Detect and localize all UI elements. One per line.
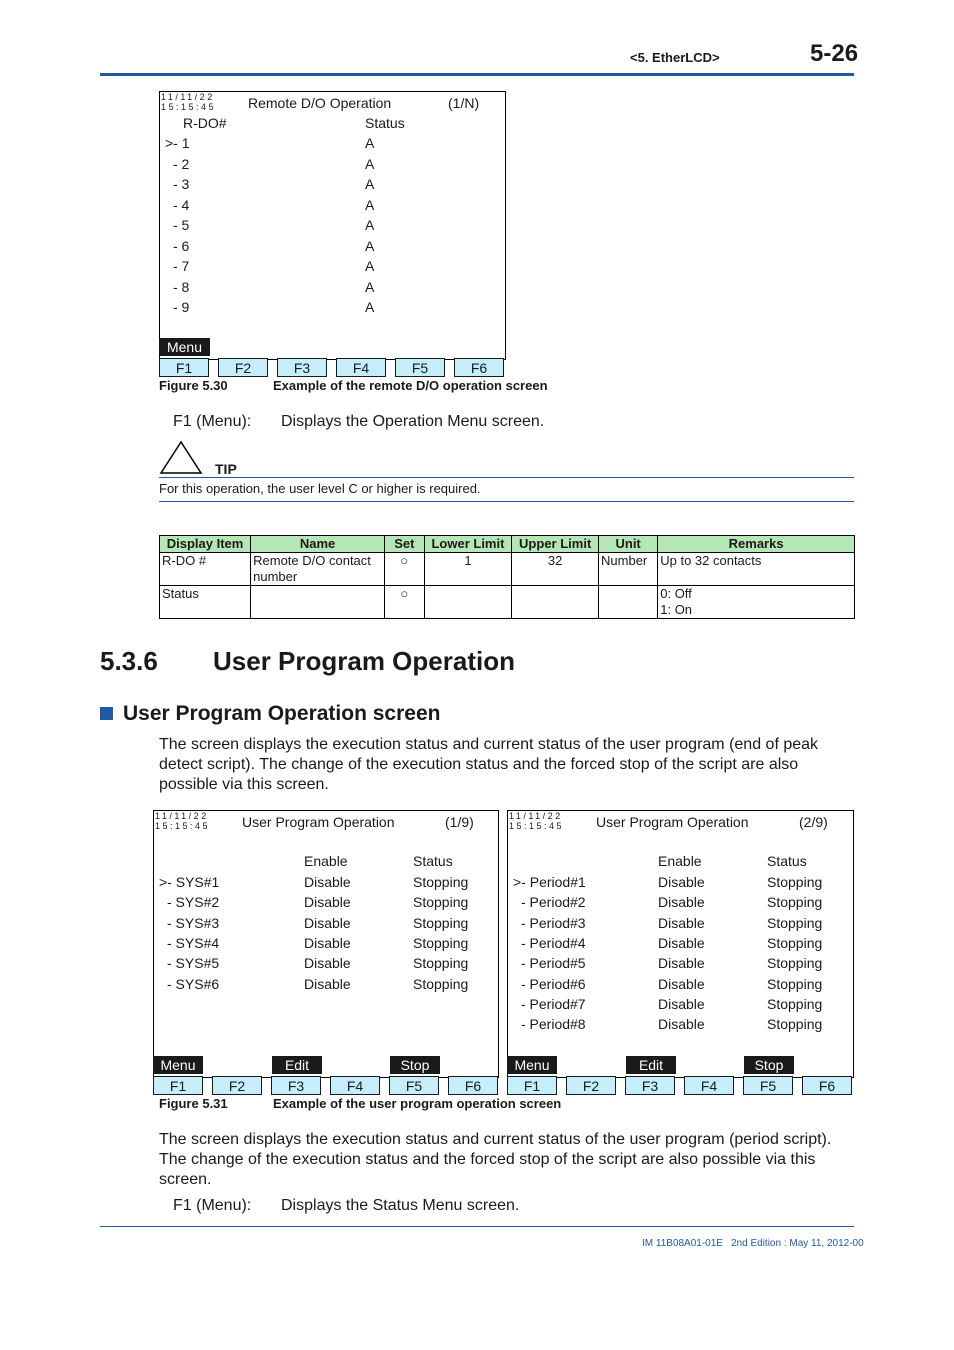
- row-number[interactable]: - 5: [173, 217, 190, 233]
- program-name[interactable]: - Period#4: [521, 934, 586, 951]
- column-header-enable: Enable: [304, 853, 348, 869]
- clock-date: 11/11/22: [509, 811, 563, 821]
- figure-caption: Example of the remote D/O operation screen: [273, 378, 548, 393]
- program-name[interactable]: - SYS#3: [167, 914, 220, 931]
- program-status: Stopping: [767, 914, 823, 931]
- program-enable: Disable: [658, 874, 705, 890]
- program-name[interactable]: - Period#7: [521, 995, 586, 1012]
- clock: [161, 92, 216, 112]
- program-status: Stopping: [413, 914, 469, 931]
- function-key-f6[interactable]: F6: [802, 1076, 852, 1095]
- function-key-f5[interactable]: F5: [743, 1076, 793, 1095]
- table-cell: R-DO #: [160, 553, 251, 586]
- edition: 2nd Edition : May 11, 2012-00: [731, 1238, 864, 1249]
- column-header-status: Status: [413, 853, 453, 869]
- screen-title: User Program Operation: [242, 814, 395, 830]
- spec-table: [159, 535, 855, 619]
- stop-softkey[interactable]: Stop: [744, 1056, 794, 1074]
- program-name[interactable]: - Period#6: [521, 975, 586, 992]
- row-number[interactable]: >- 1: [165, 135, 190, 151]
- user-program-screen-1: [153, 810, 499, 1078]
- program-status: Stopping: [413, 874, 469, 890]
- table-cell: 0: Off 1: On: [658, 586, 855, 619]
- figure-number: Figure 5.30: [159, 378, 228, 393]
- table-header: Unit: [599, 536, 658, 553]
- function-key-f3[interactable]: F3: [625, 1076, 675, 1095]
- function-key-f1[interactable]: F1: [507, 1076, 557, 1095]
- program-enable: Disable: [658, 975, 705, 992]
- function-key-f2[interactable]: F2: [566, 1076, 616, 1095]
- table-header: Upper Limit: [512, 536, 599, 553]
- header-rule: [100, 73, 854, 76]
- program-status: Stopping: [767, 1016, 823, 1033]
- table-header: Display Item: [160, 536, 251, 553]
- program-status: Stopping: [767, 955, 823, 972]
- table-cell: [424, 586, 512, 619]
- menu-softkey[interactable]: Menu: [159, 338, 210, 356]
- table-cell: Status: [160, 586, 251, 619]
- row-status: A: [365, 135, 375, 151]
- table-header: Lower Limit: [424, 536, 512, 553]
- clock-date: 11/11/22: [161, 92, 215, 102]
- row-status: A: [365, 155, 375, 172]
- clock-date: 11/11/22: [155, 811, 209, 821]
- square-bullet-icon: [100, 707, 113, 720]
- table-cell: Remote D/O contact number: [251, 553, 385, 586]
- function-key-f3[interactable]: F3: [277, 358, 327, 377]
- program-enable: Disable: [658, 955, 705, 972]
- clock-time: 15:15:45: [155, 821, 211, 831]
- document-id: IM 11B08A01-01E: [642, 1238, 723, 1249]
- tip-icon: [159, 440, 203, 476]
- function-key-f5[interactable]: F5: [389, 1076, 439, 1095]
- program-status: Stopping: [413, 894, 469, 911]
- edit-softkey[interactable]: Edit: [626, 1056, 676, 1074]
- row-status: A: [365, 278, 375, 295]
- section-number: 5.3.6: [100, 646, 158, 676]
- screen-title: User Program Operation: [596, 814, 749, 830]
- row-number[interactable]: - 8: [173, 278, 190, 295]
- program-name[interactable]: >- Period#1: [513, 874, 586, 890]
- program-status: Stopping: [413, 975, 469, 992]
- row-number[interactable]: - 9: [173, 299, 190, 315]
- section-title: User Program Operation: [213, 646, 515, 676]
- table-cell: [599, 586, 658, 619]
- subsection-heading: [100, 702, 440, 726]
- table-cell: ○: [385, 553, 425, 586]
- program-status: Stopping: [767, 894, 823, 911]
- header-section: <5. EtherLCD>: [630, 50, 720, 65]
- f1-key-label: F1 (Menu):: [173, 1197, 252, 1214]
- tip-rule-top: [159, 477, 854, 478]
- user-program-screen-2: [507, 810, 854, 1078]
- clock-time: 15:15:45: [161, 102, 217, 112]
- paragraph-2: The screen displays the execution status and current status of the user program (period script). The change of the execution status and the forced stop of the script are also possible via this screen.: [159, 1131, 832, 1188]
- program-name[interactable]: - Period#3: [521, 914, 586, 931]
- function-key-f4[interactable]: F4: [336, 358, 386, 377]
- program-enable: Disable: [304, 914, 351, 931]
- section-heading: [100, 646, 515, 677]
- function-key-f4[interactable]: F4: [330, 1076, 380, 1095]
- function-keys: [153, 1076, 499, 1096]
- tip-rule-bottom: [159, 501, 854, 502]
- program-name[interactable]: - SYS#5: [167, 955, 220, 972]
- program-name[interactable]: - Period#8: [521, 1016, 586, 1033]
- program-name[interactable]: - Period#2: [521, 894, 586, 911]
- program-enable: Disable: [658, 894, 705, 911]
- row-status: A: [365, 258, 375, 274]
- table-cell: Number: [599, 553, 658, 586]
- f1-key-description: Displays the Operation Menu screen.: [281, 413, 545, 430]
- row-number[interactable]: - 4: [173, 196, 190, 213]
- function-key-f3[interactable]: F3: [271, 1076, 321, 1095]
- function-key-f1[interactable]: F1: [153, 1076, 203, 1095]
- row-number[interactable]: - 6: [173, 237, 190, 254]
- subsection-title: User Program Operation screen: [123, 702, 441, 725]
- figure-caption: Example of the user program operation screen: [273, 1096, 562, 1111]
- row-status: A: [365, 196, 375, 213]
- row-status: A: [365, 237, 375, 254]
- program-enable: Disable: [658, 995, 705, 1012]
- program-enable: Disable: [304, 955, 351, 972]
- f1-key-description: Displays the Status Menu screen.: [281, 1197, 520, 1214]
- program-enable: Disable: [658, 914, 705, 931]
- menu-softkey[interactable]: Menu: [153, 1056, 203, 1074]
- program-name[interactable]: - Period#5: [521, 955, 586, 972]
- column-header-status: Status: [365, 115, 405, 131]
- table-row: [160, 553, 855, 586]
- program-status: Stopping: [767, 874, 823, 890]
- row-number[interactable]: - 2: [173, 155, 190, 172]
- program-status: Stopping: [767, 995, 823, 1012]
- paragraph-1: The screen displays the execution status and current status of the user program (end of peak detect script). The change of the execution status and the forced stop of the script are also possible via this screen.: [159, 736, 819, 793]
- page-indicator: (1/N): [448, 95, 480, 111]
- screen-title: Remote D/O Operation: [248, 95, 392, 111]
- figure-number: Figure 5.31: [159, 1096, 228, 1111]
- function-keys: [159, 358, 506, 377]
- function-key-f1[interactable]: F1: [159, 358, 209, 377]
- program-status: Stopping: [413, 955, 469, 972]
- page-indicator: (1/9): [445, 814, 474, 830]
- clock: [155, 811, 210, 831]
- row-status: A: [365, 217, 375, 233]
- program-enable: Disable: [304, 894, 351, 911]
- table-header: Name: [251, 536, 385, 553]
- table-cell: [251, 586, 385, 619]
- edit-softkey[interactable]: Edit: [272, 1056, 322, 1074]
- page-indicator: (2/9): [799, 814, 828, 830]
- function-key-f4[interactable]: F4: [684, 1076, 734, 1095]
- menu-softkey[interactable]: Menu: [507, 1056, 557, 1074]
- row-status: A: [365, 299, 375, 315]
- column-header-rdo: R-DO#: [183, 115, 227, 131]
- tip-text: For this operation, the user level C or higher is required.: [159, 481, 481, 496]
- row-number[interactable]: - 7: [173, 258, 190, 274]
- program-name[interactable]: - SYS#6: [167, 975, 220, 992]
- f1-key-label: F1 (Menu):: [173, 413, 252, 430]
- program-enable: Disable: [304, 874, 351, 890]
- column-header-status: Status: [767, 853, 807, 869]
- function-key-f2[interactable]: F2: [218, 358, 268, 377]
- program-name[interactable]: - SYS#2: [167, 894, 220, 911]
- program-name[interactable]: - SYS#4: [167, 934, 220, 951]
- row-number[interactable]: - 3: [173, 176, 190, 192]
- function-key-f2[interactable]: F2: [212, 1076, 262, 1095]
- clock-time: 15:15:45: [509, 821, 565, 831]
- program-status: Stopping: [413, 934, 469, 951]
- function-key-f6[interactable]: F6: [454, 358, 504, 377]
- table-header: Set: [385, 536, 425, 553]
- table-row: [160, 586, 855, 619]
- clock: [509, 811, 564, 831]
- table-cell: 1: [424, 553, 512, 586]
- program-enable: Disable: [658, 1016, 705, 1033]
- column-header-enable: Enable: [658, 853, 702, 869]
- remote-do-screen: [159, 91, 506, 360]
- program-enable: Disable: [304, 934, 351, 951]
- table-cell: [512, 586, 599, 619]
- tip-label: TIP: [215, 461, 237, 477]
- page-number: 5-26: [810, 40, 859, 67]
- footer-rule: [100, 1226, 854, 1227]
- function-key-f6[interactable]: F6: [448, 1076, 498, 1095]
- program-name[interactable]: >- SYS#1: [159, 874, 220, 890]
- table-header: Remarks: [658, 536, 855, 553]
- function-keys: [507, 1076, 854, 1096]
- program-status: Stopping: [767, 975, 823, 992]
- table-cell: Up to 32 contacts: [658, 553, 855, 586]
- row-status: A: [365, 176, 375, 192]
- table-cell: 32: [512, 553, 599, 586]
- table-cell: ○: [385, 586, 425, 619]
- stop-softkey[interactable]: Stop: [390, 1056, 440, 1074]
- program-enable: Disable: [658, 934, 705, 951]
- function-key-f5[interactable]: F5: [395, 358, 445, 377]
- program-enable: Disable: [304, 975, 351, 992]
- program-status: Stopping: [767, 934, 823, 951]
